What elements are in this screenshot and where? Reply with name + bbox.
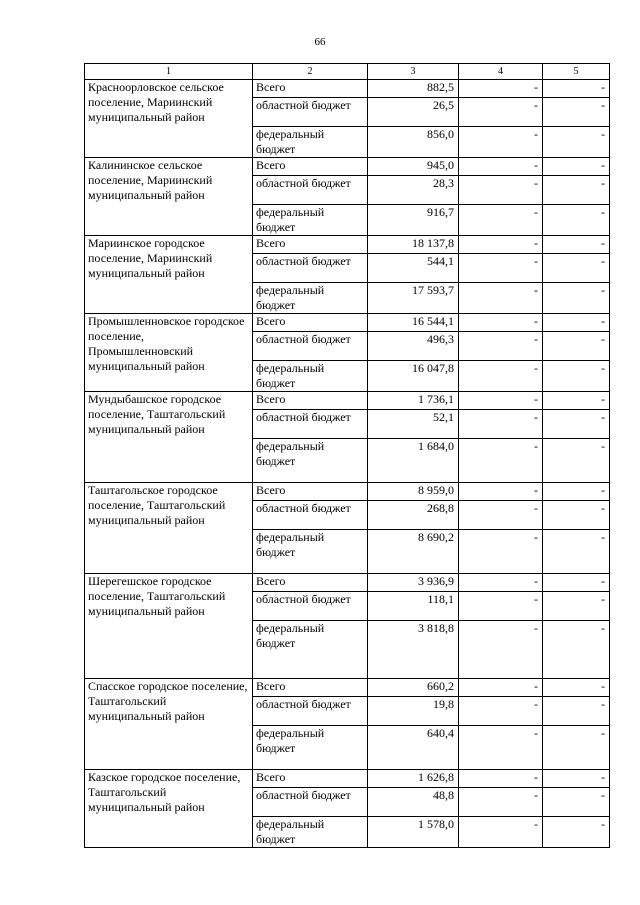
settlement-name: Мариинское городское поселение, Мариинский муниципальный район <box>85 236 253 314</box>
amount-value: 3 936,9 <box>368 574 459 592</box>
col-header: 4 <box>459 64 543 80</box>
col4-value: - <box>459 788 543 817</box>
col5-value: - <box>543 439 610 483</box>
amount-value: 8 959,0 <box>368 483 459 501</box>
col4-value: - <box>459 158 543 176</box>
col5-value: - <box>543 80 610 98</box>
col4-value: - <box>459 176 543 205</box>
amount-value: 544,1 <box>368 254 459 283</box>
budget-type: Всего <box>253 80 368 98</box>
budget-type: областной бюджет <box>253 697 368 726</box>
amount-value: 52,1 <box>368 410 459 439</box>
settlement-name: Спасское городское поселение, Таштагольский муниципальный район <box>85 679 253 770</box>
settlement-name: Красноорловское сельское поселение, Мариинский муниципальный район <box>85 80 253 158</box>
col5-value: - <box>543 314 610 332</box>
budget-type: федеральный бюджет <box>253 283 368 314</box>
table-row <box>85 392 610 410</box>
col5-value: - <box>543 530 610 574</box>
col4-value: - <box>459 817 543 848</box>
col5-value: - <box>543 483 610 501</box>
amount-value: 28,3 <box>368 176 459 205</box>
amount-value: 18 137,8 <box>368 236 459 254</box>
settlement-name: Калининское сельское поселение, Мариинский муниципальный район <box>85 158 253 236</box>
table-row <box>85 236 610 254</box>
table-row <box>85 314 610 332</box>
table-row <box>85 770 610 788</box>
col-header: 1 <box>85 64 253 80</box>
col4-value: - <box>459 501 543 530</box>
col5-value: - <box>543 770 610 788</box>
budget-type: областной бюджет <box>253 501 368 530</box>
amount-value: 1 578,0 <box>368 817 459 848</box>
budget-type: областной бюджет <box>253 410 368 439</box>
col5-value: - <box>543 574 610 592</box>
amount-value: 48,8 <box>368 788 459 817</box>
col4-value: - <box>459 236 543 254</box>
col4-value: - <box>459 410 543 439</box>
amount-value: 17 593,7 <box>368 283 459 314</box>
col4-value: - <box>459 98 543 127</box>
budget-type: Всего <box>253 314 368 332</box>
amount-value: 16 544,1 <box>368 314 459 332</box>
budget-type: областной бюджет <box>253 176 368 205</box>
col4-value: - <box>459 361 543 392</box>
col4-value: - <box>459 314 543 332</box>
amount-value: 1 626,8 <box>368 770 459 788</box>
table-row <box>85 80 610 98</box>
col5-value: - <box>543 205 610 236</box>
table-row <box>85 679 610 697</box>
budget-type: федеральный бюджет <box>253 530 368 574</box>
col5-value: - <box>543 176 610 205</box>
col4-value: - <box>459 697 543 726</box>
col4-value: - <box>459 679 543 697</box>
budget-type: федеральный бюджет <box>253 726 368 770</box>
col5-value: - <box>543 332 610 361</box>
col5-value: - <box>543 788 610 817</box>
budget-type: Всего <box>253 574 368 592</box>
budget-type: областной бюджет <box>253 788 368 817</box>
amount-value: 916,7 <box>368 205 459 236</box>
budget-type: областной бюджет <box>253 254 368 283</box>
col5-value: - <box>543 254 610 283</box>
budget-type: федеральный бюджет <box>253 439 368 483</box>
amount-value: 3 818,8 <box>368 621 459 679</box>
col4-value: - <box>459 439 543 483</box>
settlement-name: Промышленновское городское поселение, Промышленновский муниципальный район <box>85 314 253 392</box>
budget-type: федеральный бюджет <box>253 205 368 236</box>
col5-value: - <box>543 592 610 621</box>
col5-value: - <box>543 501 610 530</box>
col4-value: - <box>459 621 543 679</box>
col4-value: - <box>459 80 543 98</box>
settlement-name: Шерегешское городское поселение, Таштагольский муниципальный район <box>85 574 253 679</box>
col5-value: - <box>543 410 610 439</box>
col4-value: - <box>459 332 543 361</box>
budget-type: Всего <box>253 679 368 697</box>
budget-type: областной бюджет <box>253 98 368 127</box>
col5-value: - <box>543 236 610 254</box>
col4-value: - <box>459 574 543 592</box>
settlement-name: Казское городское поселение, Таштагольский муниципальный район <box>85 770 253 848</box>
amount-value: 268,8 <box>368 501 459 530</box>
col-header: 5 <box>543 64 610 80</box>
amount-value: 19,8 <box>368 697 459 726</box>
col-header: 2 <box>253 64 368 80</box>
amount-value: 16 047,8 <box>368 361 459 392</box>
col4-value: - <box>459 726 543 770</box>
col5-value: - <box>543 621 610 679</box>
amount-value: 8 690,2 <box>368 530 459 574</box>
col5-value: - <box>543 158 610 176</box>
amount-value: 856,0 <box>368 127 459 158</box>
table-row <box>85 158 610 176</box>
budget-type: Всего <box>253 770 368 788</box>
col5-value: - <box>543 98 610 127</box>
amount-value: 1 684,0 <box>368 439 459 483</box>
col4-value: - <box>459 770 543 788</box>
table-row <box>85 483 610 501</box>
budget-type: федеральный бюджет <box>253 361 368 392</box>
budget-type: областной бюджет <box>253 592 368 621</box>
col4-value: - <box>459 530 543 574</box>
col4-value: - <box>459 127 543 158</box>
budget-type: федеральный бюджет <box>253 127 368 158</box>
col5-value: - <box>543 726 610 770</box>
amount-value: 660,2 <box>368 679 459 697</box>
col5-value: - <box>543 361 610 392</box>
col5-value: - <box>543 697 610 726</box>
table-body <box>85 80 610 848</box>
budget-type: Всего <box>253 483 368 501</box>
col5-value: - <box>543 679 610 697</box>
col5-value: - <box>543 127 610 158</box>
col4-value: - <box>459 592 543 621</box>
budget-type: Всего <box>253 392 368 410</box>
budget-type: федеральный бюджет <box>253 817 368 848</box>
budget-type: Всего <box>253 158 368 176</box>
col4-value: - <box>459 283 543 314</box>
col-header: 3 <box>368 64 459 80</box>
col5-value: - <box>543 817 610 848</box>
amount-value: 945,0 <box>368 158 459 176</box>
col4-value: - <box>459 483 543 501</box>
settlement-name: Мундыбашское городское поселение, Таштагольский муниципальный район <box>85 392 253 483</box>
header-row <box>85 64 610 80</box>
amount-value: 118,1 <box>368 592 459 621</box>
table-row <box>85 574 610 592</box>
budget-type: Всего <box>253 236 368 254</box>
amount-value: 26,5 <box>368 98 459 127</box>
amount-value: 1 736,1 <box>368 392 459 410</box>
budget-type: областной бюджет <box>253 332 368 361</box>
col4-value: - <box>459 392 543 410</box>
col4-value: - <box>459 205 543 236</box>
col5-value: - <box>543 392 610 410</box>
amount-value: 882,5 <box>368 80 459 98</box>
amount-value: 496,3 <box>368 332 459 361</box>
col5-value: - <box>543 283 610 314</box>
page-number: 66 <box>314 36 326 48</box>
amount-value: 640,4 <box>368 726 459 770</box>
budget-type: федеральный бюджет <box>253 621 368 679</box>
budget-table <box>84 63 610 848</box>
col4-value: - <box>459 254 543 283</box>
settlement-name: Таштагольское городское поселение, Таштагольский муниципальный район <box>85 483 253 574</box>
